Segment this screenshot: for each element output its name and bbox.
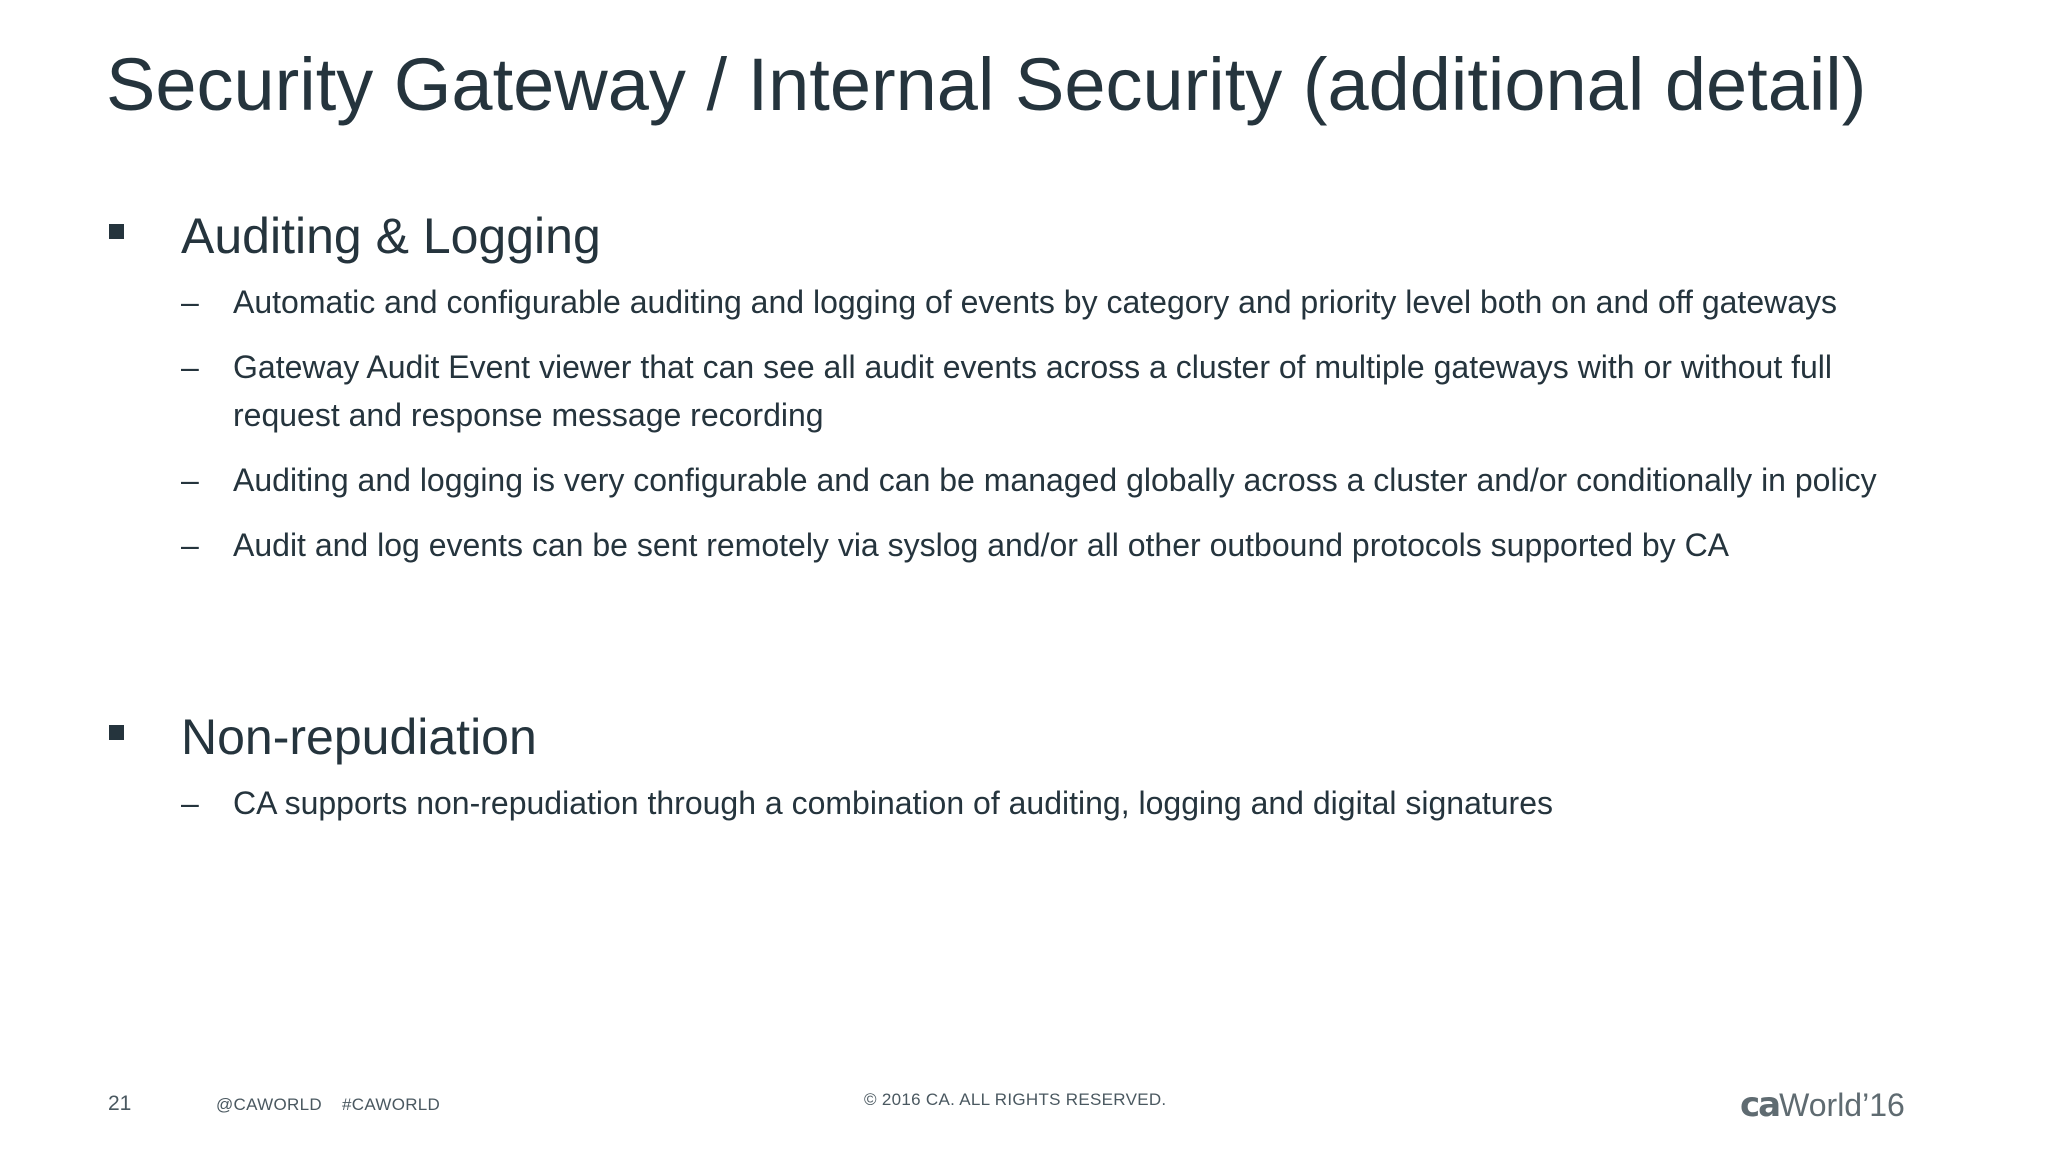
list-item <box>181 343 1923 439</box>
social-handles: @CAWORLD #CAWORLD <box>216 1095 441 1114</box>
square-bullet-icon <box>109 725 124 740</box>
list-item <box>181 779 1923 827</box>
logo-world-text: World’16 <box>1779 1087 1905 1123</box>
list-item-text: Auditing and logging is very configurable and can be managed globally across a cluster and/or conditionally in policy <box>233 462 1877 498</box>
slide-title: Security Gateway / Internal Security (additional detail) <box>106 43 1867 126</box>
ca-world-logo <box>1740 1085 1905 1125</box>
list-item-text: CA supports non-repudiation through a combination of auditing, logging and digital signatures <box>233 785 1553 821</box>
page-number: 21 <box>108 1092 132 1115</box>
section-auditing-logging <box>106 204 1956 586</box>
section-heading: Auditing & Logging <box>181 208 601 264</box>
section-header <box>106 204 1956 268</box>
list-item <box>181 521 1923 569</box>
section-heading: Non-repudiation <box>181 709 537 765</box>
dash-bullet-icon: – <box>181 349 199 385</box>
list-item-text: Gateway Audit Event viewer that can see all audit events across a cluster of multiple gateways with or without full request and response message recording <box>233 349 1833 433</box>
dash-bullet-icon: – <box>181 462 199 498</box>
square-bullet-icon <box>109 224 124 239</box>
list-item-text: Automatic and configurable auditing and logging of events by category and priority level both on and off gateways <box>233 284 1838 320</box>
copyright-notice: © 2016 CA. ALL RIGHTS RESERVED. <box>864 1090 1167 1109</box>
dash-bullet-icon: – <box>181 785 199 821</box>
logo-ca-text: ca <box>1740 1085 1780 1125</box>
dash-bullet-icon: – <box>181 527 199 563</box>
dash-bullet-icon: – <box>181 284 199 320</box>
list-item-text: Audit and log events can be sent remotely via syslog and/or all other outbound protocols supported by CA <box>233 527 1730 563</box>
section-non-repudiation <box>106 705 1956 844</box>
list-item <box>181 456 1923 504</box>
section-header <box>106 705 1956 769</box>
list-item <box>181 278 1923 326</box>
